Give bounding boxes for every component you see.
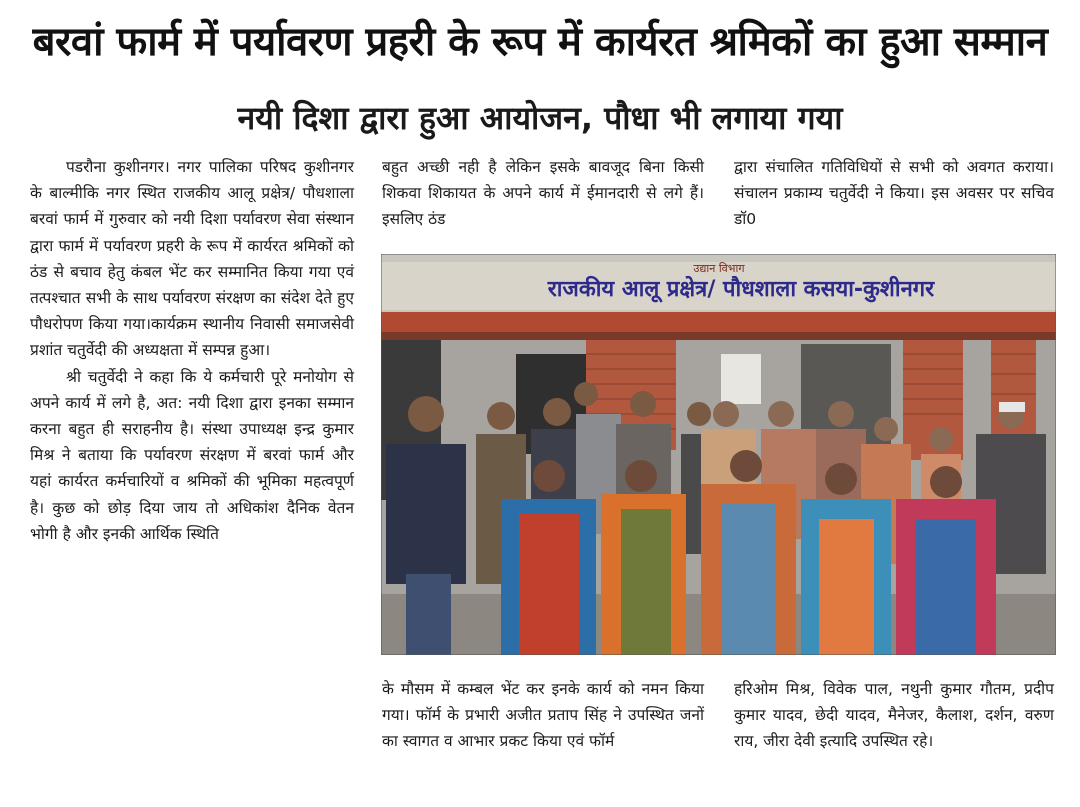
article-column-right-bottom bbox=[734, 676, 1054, 755]
article-column-middle-top bbox=[382, 154, 704, 233]
article-column-middle-bottom bbox=[382, 676, 704, 755]
sign-top-text: उद्यान विभाग bbox=[693, 262, 745, 275]
paragraph: पडरौना कुशीनगर। नगर पालिका परिषद कुशीनगर के बाल्मीकि नगर स्थित राजकीय आलू प्रक्षेत्र/ पौधशाला बरवां फार्म में गुरुवार को नयी दिशा पर्यावरण सेवा संस्थान द्वारा फार्म में पर्यावरण प्रहरी के रूप में कार्यरत श्रमिकों को ठंड से बचाव हेतु कंबल भेंट कर सम्मानित किया गया एवं तत्पश्चात सभी के साथ पर्यावरण संरक्षण का संदेश देते हुए पौधरोपण किया गया।कार्यक्रम स्थानीय निवासी समाजसेवी प्रशांत चतुर्वेदी की अध्यक्षता में सम्पन्न हुआ। bbox=[30, 158, 354, 360]
article-column-left bbox=[30, 154, 354, 547]
paragraph: के मौसम में कम्बल भेंट कर इनके कार्य को नमन किया गया। फॉर्म के प्रभारी अजीत प्रताप सिंह ने उपस्थित जनों का स्वागत व आभार प्रकट किया एवं फॉर्म bbox=[382, 680, 704, 751]
sign-text: राजकीय आलू प्रक्षेत्र/ पौधशाला कसया-कुशीनगर bbox=[547, 277, 935, 302]
paragraph: द्वारा संचालित गतिविधियों से सभी को अवगत कराया। संचालन प्रकाम्य चतुर्वेदी ने किया। इस अवसर पर सचिव डॉ0 bbox=[734, 158, 1054, 229]
headline: बरवां फार्म में पर्यावरण प्रहरी के रूप में कार्यरत श्रमिकों का हुआ सम्मान bbox=[32, 19, 1048, 65]
paragraph: हरिओम मिश्र, विवेक पाल, नथुनी कुमार गौतम, प्रदीप कुमार यादव, छेदी यादव, मैनेजर, कैलाश, दर्शन, वरुण राय, जीरा देवी इत्यादि उपस्थित रहे। bbox=[734, 680, 1054, 751]
news-photo bbox=[381, 254, 1056, 655]
paragraph: श्री चतुर्वेदी ने कहा कि ये कर्मचारी पूरे मनोयोग से अपने कार्य में लगे है, अत: नयी दिशा द्वारा इनका सम्मान करना बहुत ही सराहनीय है। संस्था उपाध्यक्ष इन्द्र कुमार मिश्र ने बताया कि पर्यावरण संरक्षण में बरवां फार्म और यहां कार्यरत कर्मचारियों व श्रमिकों की भूमिका महत्वपूर्ण है। कुछ को छोड़ दिया जाय तो अधिकांश दैनिक वेतन भोगी है और इनकी आर्थिक स्थिति bbox=[30, 367, 354, 543]
article-column-right-top bbox=[734, 154, 1054, 233]
paragraph: बहुत अच्छी नही है लेकिन इसके बावजूद बिना किसी शिकवा शिकायत के अपने कार्य में ईमानदारी से लगे हैं। इसलिए ठंड bbox=[382, 158, 704, 229]
subheadline: नयी दिशा द्वारा हुआ आयोजन, पौधा भी लगाया गया bbox=[237, 99, 843, 137]
